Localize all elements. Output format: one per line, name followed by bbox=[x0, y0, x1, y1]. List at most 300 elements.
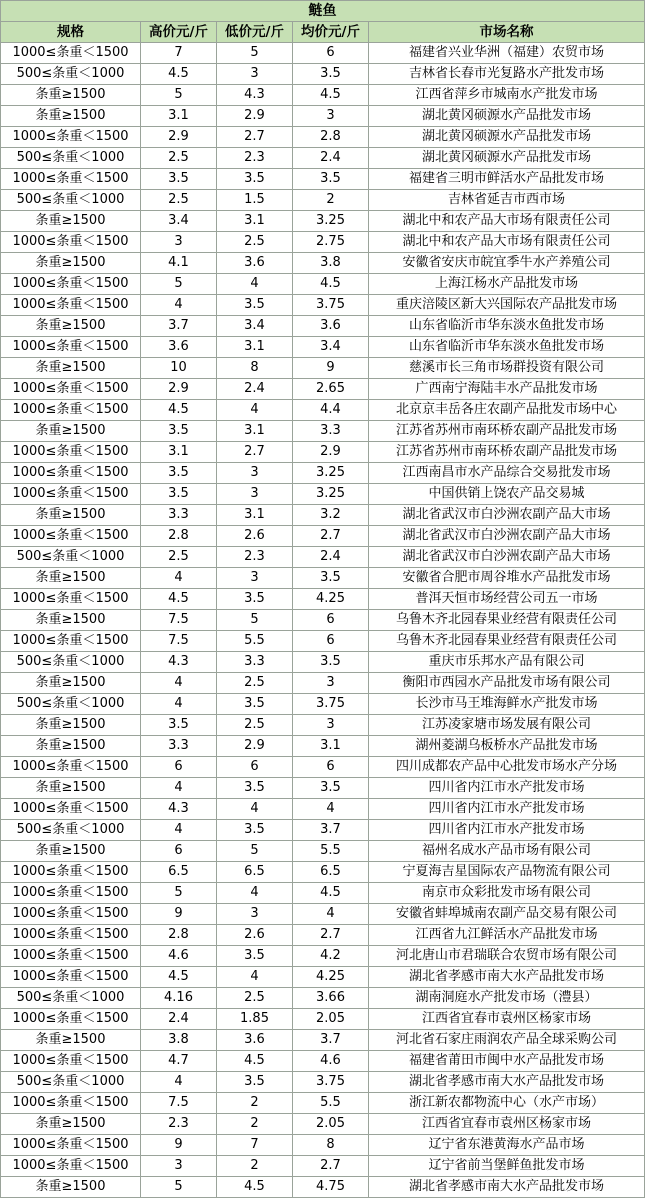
cell-high-price: 2.3 bbox=[141, 1114, 217, 1135]
header-avg-price: 均价元/斤 bbox=[293, 22, 369, 43]
cell-spec: 500≤条重＜1000 bbox=[1, 547, 141, 568]
table-row bbox=[1, 967, 645, 988]
cell-low-price: 2.3 bbox=[217, 547, 293, 568]
cell-market: 湖南洞庭水产批发市场（澧县） bbox=[369, 988, 645, 1009]
cell-high-price: 4 bbox=[141, 778, 217, 799]
cell-low-price: 2.9 bbox=[217, 106, 293, 127]
table-row bbox=[1, 505, 645, 526]
table-row bbox=[1, 379, 645, 400]
cell-low-price: 5 bbox=[217, 43, 293, 64]
cell-low-price: 4 bbox=[217, 400, 293, 421]
cell-low-price: 3.3 bbox=[217, 652, 293, 673]
cell-spec: 1000≤条重＜1500 bbox=[1, 295, 141, 316]
cell-avg-price: 3.5 bbox=[293, 64, 369, 85]
cell-spec: 条重≥1500 bbox=[1, 505, 141, 526]
table-row bbox=[1, 1009, 645, 1030]
cell-avg-price: 2.4 bbox=[293, 547, 369, 568]
cell-low-price: 5 bbox=[217, 841, 293, 862]
cell-high-price: 7.5 bbox=[141, 610, 217, 631]
cell-high-price: 4 bbox=[141, 694, 217, 715]
cell-spec: 条重≥1500 bbox=[1, 1177, 141, 1198]
cell-high-price: 2.5 bbox=[141, 190, 217, 211]
cell-spec: 500≤条重＜1000 bbox=[1, 694, 141, 715]
cell-spec: 1000≤条重＜1500 bbox=[1, 946, 141, 967]
cell-avg-price: 4.5 bbox=[293, 883, 369, 904]
cell-low-price: 3 bbox=[217, 463, 293, 484]
cell-low-price: 3.5 bbox=[217, 295, 293, 316]
cell-market: 安徽省合肥市周谷堆水产品批发市场 bbox=[369, 568, 645, 589]
cell-market: 湖北黄冈硕源水产品批发市场 bbox=[369, 106, 645, 127]
cell-high-price: 4 bbox=[141, 295, 217, 316]
cell-avg-price: 3 bbox=[293, 673, 369, 694]
table-row bbox=[1, 316, 645, 337]
cell-low-price: 2.6 bbox=[217, 526, 293, 547]
cell-avg-price: 5.5 bbox=[293, 1093, 369, 1114]
table-row bbox=[1, 1093, 645, 1114]
table-row bbox=[1, 946, 645, 967]
cell-low-price: 6 bbox=[217, 757, 293, 778]
cell-spec: 500≤条重＜1000 bbox=[1, 148, 141, 169]
cell-market: 江苏省苏州市南环桥农副产品批发市场 bbox=[369, 442, 645, 463]
cell-spec: 1000≤条重＜1500 bbox=[1, 274, 141, 295]
cell-high-price: 5 bbox=[141, 883, 217, 904]
cell-avg-price: 3.75 bbox=[293, 295, 369, 316]
cell-avg-price: 3.5 bbox=[293, 652, 369, 673]
cell-avg-price: 4.2 bbox=[293, 946, 369, 967]
cell-market: 辽宁省东港黄海水产品市场 bbox=[369, 1135, 645, 1156]
table-row bbox=[1, 799, 645, 820]
cell-low-price: 4.5 bbox=[217, 1051, 293, 1072]
cell-avg-price: 4.4 bbox=[293, 400, 369, 421]
cell-avg-price: 3.1 bbox=[293, 736, 369, 757]
table-row bbox=[1, 1051, 645, 1072]
cell-spec: 1000≤条重＜1500 bbox=[1, 379, 141, 400]
cell-low-price: 2.6 bbox=[217, 925, 293, 946]
cell-low-price: 2.3 bbox=[217, 148, 293, 169]
cell-spec: 500≤条重＜1000 bbox=[1, 1072, 141, 1093]
cell-market: 福建省兴业华洲（福建）农贸市场 bbox=[369, 43, 645, 64]
cell-avg-price: 4 bbox=[293, 799, 369, 820]
cell-low-price: 2 bbox=[217, 1114, 293, 1135]
table-row bbox=[1, 1072, 645, 1093]
cell-avg-price: 6 bbox=[293, 610, 369, 631]
cell-low-price: 2.4 bbox=[217, 379, 293, 400]
cell-low-price: 4.5 bbox=[217, 1177, 293, 1198]
cell-market: 衡阳市西园水产品批发市场有限公司 bbox=[369, 673, 645, 694]
cell-avg-price: 8 bbox=[293, 1135, 369, 1156]
cell-high-price: 2.5 bbox=[141, 547, 217, 568]
cell-avg-price: 6 bbox=[293, 757, 369, 778]
cell-market: 安徽省安庆市皖宜季牛水产养殖公司 bbox=[369, 253, 645, 274]
cell-spec: 条重≥1500 bbox=[1, 358, 141, 379]
table-title: 鲢鱼 bbox=[1, 1, 645, 22]
cell-low-price: 5 bbox=[217, 610, 293, 631]
cell-spec: 1000≤条重＜1500 bbox=[1, 484, 141, 505]
cell-low-price: 7 bbox=[217, 1135, 293, 1156]
cell-high-price: 3.5 bbox=[141, 421, 217, 442]
cell-market: 四川省内江市水产批发市场 bbox=[369, 778, 645, 799]
cell-spec: 1000≤条重＜1500 bbox=[1, 799, 141, 820]
cell-market: 乌鲁木齐北园春果业经营有限责任公司 bbox=[369, 631, 645, 652]
cell-avg-price: 2.9 bbox=[293, 442, 369, 463]
cell-market: 湖北黄冈硕源水产品批发市场 bbox=[369, 148, 645, 169]
cell-market: 湖北省武汉市白沙洲农副产品大市场 bbox=[369, 547, 645, 568]
cell-spec: 条重≥1500 bbox=[1, 316, 141, 337]
table-row bbox=[1, 820, 645, 841]
cell-avg-price: 2.05 bbox=[293, 1009, 369, 1030]
cell-low-price: 3.1 bbox=[217, 337, 293, 358]
header-low-price: 低价元/斤 bbox=[217, 22, 293, 43]
cell-low-price: 3.5 bbox=[217, 169, 293, 190]
cell-high-price: 5 bbox=[141, 85, 217, 106]
cell-market: 四川省内江市水产批发市场 bbox=[369, 820, 645, 841]
cell-high-price: 4 bbox=[141, 568, 217, 589]
cell-avg-price: 4.6 bbox=[293, 1051, 369, 1072]
cell-market: 辽宁省前当堡鲜鱼批发市场 bbox=[369, 1156, 645, 1177]
cell-avg-price: 2.05 bbox=[293, 1114, 369, 1135]
cell-high-price: 4.1 bbox=[141, 253, 217, 274]
header-row bbox=[1, 22, 645, 43]
cell-high-price: 3.8 bbox=[141, 1030, 217, 1051]
cell-high-price: 7.5 bbox=[141, 1093, 217, 1114]
cell-high-price: 2.9 bbox=[141, 127, 217, 148]
cell-spec: 1000≤条重＜1500 bbox=[1, 400, 141, 421]
cell-avg-price: 2.75 bbox=[293, 232, 369, 253]
cell-market: 上海江杨水产品批发市场 bbox=[369, 274, 645, 295]
cell-spec: 1000≤条重＜1500 bbox=[1, 631, 141, 652]
cell-avg-price: 3.7 bbox=[293, 820, 369, 841]
cell-market: 湖北中和农产品大市场有限责任公司 bbox=[369, 211, 645, 232]
cell-spec: 条重≥1500 bbox=[1, 568, 141, 589]
cell-low-price: 3.6 bbox=[217, 253, 293, 274]
table-row bbox=[1, 1135, 645, 1156]
cell-avg-price: 2.8 bbox=[293, 127, 369, 148]
table-row bbox=[1, 883, 645, 904]
cell-high-price: 4.5 bbox=[141, 967, 217, 988]
cell-high-price: 3 bbox=[141, 232, 217, 253]
table-row bbox=[1, 736, 645, 757]
table-row bbox=[1, 652, 645, 673]
cell-avg-price: 2.7 bbox=[293, 1156, 369, 1177]
cell-low-price: 3.6 bbox=[217, 1030, 293, 1051]
cell-spec: 1000≤条重＜1500 bbox=[1, 232, 141, 253]
cell-market: 长沙市马王堆海鲜水产批发市场 bbox=[369, 694, 645, 715]
table-row bbox=[1, 673, 645, 694]
cell-spec: 1000≤条重＜1500 bbox=[1, 1093, 141, 1114]
table-row bbox=[1, 43, 645, 64]
cell-spec: 1000≤条重＜1500 bbox=[1, 442, 141, 463]
cell-avg-price: 3.5 bbox=[293, 568, 369, 589]
cell-high-price: 9 bbox=[141, 904, 217, 925]
cell-low-price: 4 bbox=[217, 883, 293, 904]
table-row bbox=[1, 631, 645, 652]
cell-market: 宁夏海吉星国际农产品物流有限公司 bbox=[369, 862, 645, 883]
cell-spec: 1000≤条重＜1500 bbox=[1, 904, 141, 925]
cell-low-price: 2.9 bbox=[217, 736, 293, 757]
cell-high-price: 10 bbox=[141, 358, 217, 379]
table-row bbox=[1, 400, 645, 421]
cell-high-price: 9 bbox=[141, 1135, 217, 1156]
cell-high-price: 3.7 bbox=[141, 316, 217, 337]
cell-high-price: 3.3 bbox=[141, 736, 217, 757]
cell-high-price: 6 bbox=[141, 841, 217, 862]
cell-spec: 1000≤条重＜1500 bbox=[1, 862, 141, 883]
table-row bbox=[1, 274, 645, 295]
cell-market: 吉林省延吉市西市场 bbox=[369, 190, 645, 211]
table-row bbox=[1, 421, 645, 442]
cell-high-price: 4.5 bbox=[141, 64, 217, 85]
cell-high-price: 3.1 bbox=[141, 442, 217, 463]
cell-spec: 条重≥1500 bbox=[1, 253, 141, 274]
cell-spec: 条重≥1500 bbox=[1, 421, 141, 442]
cell-market: 乌鲁木齐北园春果业经营有限责任公司 bbox=[369, 610, 645, 631]
cell-spec: 1000≤条重＜1500 bbox=[1, 337, 141, 358]
cell-avg-price: 3.5 bbox=[293, 778, 369, 799]
cell-high-price: 3.5 bbox=[141, 715, 217, 736]
cell-avg-price: 3.4 bbox=[293, 337, 369, 358]
cell-high-price: 3.3 bbox=[141, 505, 217, 526]
cell-avg-price: 4.25 bbox=[293, 967, 369, 988]
cell-high-price: 3.1 bbox=[141, 106, 217, 127]
cell-spec: 1000≤条重＜1500 bbox=[1, 967, 141, 988]
cell-avg-price: 6.5 bbox=[293, 862, 369, 883]
cell-spec: 1000≤条重＜1500 bbox=[1, 925, 141, 946]
cell-spec: 1000≤条重＜1500 bbox=[1, 589, 141, 610]
cell-avg-price: 3.25 bbox=[293, 484, 369, 505]
cell-avg-price: 9 bbox=[293, 358, 369, 379]
cell-avg-price: 4.75 bbox=[293, 1177, 369, 1198]
table-row bbox=[1, 1114, 645, 1135]
table-row bbox=[1, 211, 645, 232]
table-row bbox=[1, 547, 645, 568]
table-row bbox=[1, 988, 645, 1009]
cell-high-price: 2.8 bbox=[141, 925, 217, 946]
title-row bbox=[1, 1, 645, 22]
cell-low-price: 3.1 bbox=[217, 421, 293, 442]
cell-avg-price: 3.25 bbox=[293, 463, 369, 484]
cell-low-price: 2.5 bbox=[217, 988, 293, 1009]
cell-avg-price: 3.2 bbox=[293, 505, 369, 526]
cell-market: 安徽省蚌埠城南农副产品交易有限公司 bbox=[369, 904, 645, 925]
cell-market: 山东省临沂市华东淡水鱼批发市场 bbox=[369, 337, 645, 358]
cell-market: 吉林省长春市光复路水产批发市场 bbox=[369, 64, 645, 85]
table-row bbox=[1, 232, 645, 253]
table-row bbox=[1, 106, 645, 127]
table-row bbox=[1, 358, 645, 379]
cell-avg-price: 2.7 bbox=[293, 925, 369, 946]
cell-high-price: 4.3 bbox=[141, 652, 217, 673]
cell-spec: 条重≥1500 bbox=[1, 211, 141, 232]
cell-low-price: 2 bbox=[217, 1156, 293, 1177]
cell-spec: 条重≥1500 bbox=[1, 715, 141, 736]
cell-low-price: 3.5 bbox=[217, 589, 293, 610]
cell-spec: 条重≥1500 bbox=[1, 85, 141, 106]
cell-low-price: 4 bbox=[217, 799, 293, 820]
cell-high-price: 4 bbox=[141, 1072, 217, 1093]
cell-market: 福建省三明市鲜活水产品批发市场 bbox=[369, 169, 645, 190]
table-row bbox=[1, 127, 645, 148]
table-row bbox=[1, 148, 645, 169]
cell-market: 湖北省孝感市南大水产品批发市场 bbox=[369, 1177, 645, 1198]
cell-market: 重庆市乐邦水产品有限公司 bbox=[369, 652, 645, 673]
table-row bbox=[1, 1030, 645, 1051]
cell-high-price: 4.5 bbox=[141, 400, 217, 421]
cell-spec: 条重≥1500 bbox=[1, 841, 141, 862]
table-row bbox=[1, 190, 645, 211]
cell-low-price: 3.1 bbox=[217, 211, 293, 232]
cell-avg-price: 3.66 bbox=[293, 988, 369, 1009]
cell-market: 河北唐山市君瑞联合农贸市场有限公司 bbox=[369, 946, 645, 967]
cell-spec: 500≤条重＜1000 bbox=[1, 988, 141, 1009]
cell-avg-price: 3.75 bbox=[293, 1072, 369, 1093]
cell-low-price: 3.5 bbox=[217, 946, 293, 967]
cell-high-price: 2.8 bbox=[141, 526, 217, 547]
cell-spec: 500≤条重＜1000 bbox=[1, 190, 141, 211]
cell-high-price: 3.6 bbox=[141, 337, 217, 358]
cell-high-price: 4.7 bbox=[141, 1051, 217, 1072]
cell-avg-price: 2.4 bbox=[293, 148, 369, 169]
cell-low-price: 3.1 bbox=[217, 505, 293, 526]
cell-low-price: 4.3 bbox=[217, 85, 293, 106]
cell-market: 山东省临沂市华东淡水鱼批发市场 bbox=[369, 316, 645, 337]
cell-spec: 条重≥1500 bbox=[1, 1030, 141, 1051]
cell-market: 福州名成水产品市场有限公司 bbox=[369, 841, 645, 862]
cell-avg-price: 4.25 bbox=[293, 589, 369, 610]
cell-low-price: 4 bbox=[217, 274, 293, 295]
table-row bbox=[1, 757, 645, 778]
cell-avg-price: 6 bbox=[293, 631, 369, 652]
cell-market: 河北省石家庄雨润农产品全球采购公司 bbox=[369, 1030, 645, 1051]
cell-market: 湖北省孝感市南大水产品批发市场 bbox=[369, 967, 645, 988]
cell-avg-price: 3.6 bbox=[293, 316, 369, 337]
table-body bbox=[1, 43, 645, 1198]
cell-market: 江西省宜春市袁州区杨家市场 bbox=[369, 1114, 645, 1135]
cell-avg-price: 5.5 bbox=[293, 841, 369, 862]
cell-high-price: 4 bbox=[141, 673, 217, 694]
cell-low-price: 2.5 bbox=[217, 232, 293, 253]
cell-spec: 1000≤条重＜1500 bbox=[1, 883, 141, 904]
cell-low-price: 3.5 bbox=[217, 694, 293, 715]
cell-low-price: 2 bbox=[217, 1093, 293, 1114]
table-row bbox=[1, 925, 645, 946]
cell-market: 广西南宁海陆丰水产品批发市场 bbox=[369, 379, 645, 400]
cell-market: 江西省宜春市袁州区杨家市场 bbox=[369, 1009, 645, 1030]
cell-spec: 1000≤条重＜1500 bbox=[1, 1009, 141, 1030]
cell-market: 湖州菱湖乌板桥水产品批发市场 bbox=[369, 736, 645, 757]
table-row bbox=[1, 295, 645, 316]
cell-spec: 条重≥1500 bbox=[1, 1114, 141, 1135]
cell-low-price: 4 bbox=[217, 967, 293, 988]
cell-market: 湖北省武汉市白沙洲农副产品大市场 bbox=[369, 526, 645, 547]
cell-low-price: 2.7 bbox=[217, 127, 293, 148]
table-row bbox=[1, 526, 645, 547]
cell-low-price: 8 bbox=[217, 358, 293, 379]
table-row bbox=[1, 694, 645, 715]
cell-spec: 条重≥1500 bbox=[1, 778, 141, 799]
table-row bbox=[1, 715, 645, 736]
cell-market: 浙江新农都物流中心（水产市场） bbox=[369, 1093, 645, 1114]
cell-high-price: 6 bbox=[141, 757, 217, 778]
cell-market: 普洱天恒市场经营公司五一市场 bbox=[369, 589, 645, 610]
table-row bbox=[1, 463, 645, 484]
table-row bbox=[1, 337, 645, 358]
cell-spec: 500≤条重＜1000 bbox=[1, 820, 141, 841]
cell-market: 慈溪市长三角市场群投资有限公司 bbox=[369, 358, 645, 379]
cell-spec: 1000≤条重＜1500 bbox=[1, 43, 141, 64]
cell-low-price: 3.5 bbox=[217, 1072, 293, 1093]
cell-high-price: 4 bbox=[141, 820, 217, 841]
cell-high-price: 4.3 bbox=[141, 799, 217, 820]
cell-market: 重庆涪陵区新大兴国际农产品批发市场 bbox=[369, 295, 645, 316]
cell-high-price: 3.4 bbox=[141, 211, 217, 232]
cell-avg-price: 3.75 bbox=[293, 694, 369, 715]
cell-avg-price: 3.8 bbox=[293, 253, 369, 274]
cell-market: 中国供销上饶农产品交易城 bbox=[369, 484, 645, 505]
cell-market: 北京京丰岳各庄农副产品批发市场中心 bbox=[369, 400, 645, 421]
cell-avg-price: 3 bbox=[293, 715, 369, 736]
cell-avg-price: 2.7 bbox=[293, 526, 369, 547]
cell-market: 南京市众彩批发市场有限公司 bbox=[369, 883, 645, 904]
table-row bbox=[1, 169, 645, 190]
cell-avg-price: 6 bbox=[293, 43, 369, 64]
cell-high-price: 5 bbox=[141, 274, 217, 295]
cell-avg-price: 3.5 bbox=[293, 169, 369, 190]
cell-high-price: 2.9 bbox=[141, 379, 217, 400]
table-row bbox=[1, 1177, 645, 1198]
cell-low-price: 3.5 bbox=[217, 820, 293, 841]
cell-avg-price: 2.65 bbox=[293, 379, 369, 400]
header-high-price: 高价元/斤 bbox=[141, 22, 217, 43]
cell-spec: 500≤条重＜1000 bbox=[1, 652, 141, 673]
cell-low-price: 3 bbox=[217, 568, 293, 589]
cell-high-price: 3.5 bbox=[141, 484, 217, 505]
cell-high-price: 3.5 bbox=[141, 463, 217, 484]
table-row bbox=[1, 904, 645, 925]
cell-low-price: 3.4 bbox=[217, 316, 293, 337]
cell-low-price: 1.5 bbox=[217, 190, 293, 211]
cell-low-price: 3.5 bbox=[217, 778, 293, 799]
cell-market: 四川成都农产品中心批发市场水产分场 bbox=[369, 757, 645, 778]
cell-avg-price: 4 bbox=[293, 904, 369, 925]
cell-avg-price: 2 bbox=[293, 190, 369, 211]
table-row bbox=[1, 484, 645, 505]
cell-market: 四川省内江市水产批发市场 bbox=[369, 799, 645, 820]
cell-market: 湖北黄冈硕源水产品批发市场 bbox=[369, 127, 645, 148]
cell-high-price: 6.5 bbox=[141, 862, 217, 883]
cell-market: 湖北省孝感市南大水产品批发市场 bbox=[369, 1072, 645, 1093]
cell-spec: 500≤条重＜1000 bbox=[1, 64, 141, 85]
table-row bbox=[1, 85, 645, 106]
cell-market: 江西省萍乡市城南水产批发市场 bbox=[369, 85, 645, 106]
cell-high-price: 7.5 bbox=[141, 631, 217, 652]
cell-spec: 1000≤条重＜1500 bbox=[1, 757, 141, 778]
table-row bbox=[1, 568, 645, 589]
cell-avg-price: 3.3 bbox=[293, 421, 369, 442]
cell-avg-price: 3 bbox=[293, 106, 369, 127]
cell-market: 福建省莆田市闽中水产品批发市场 bbox=[369, 1051, 645, 1072]
cell-spec: 条重≥1500 bbox=[1, 736, 141, 757]
cell-low-price: 1.85 bbox=[217, 1009, 293, 1030]
cell-spec: 1000≤条重＜1500 bbox=[1, 1051, 141, 1072]
cell-spec: 1000≤条重＜1500 bbox=[1, 169, 141, 190]
cell-high-price: 2.4 bbox=[141, 1009, 217, 1030]
cell-low-price: 3 bbox=[217, 64, 293, 85]
table-row bbox=[1, 610, 645, 631]
cell-market: 湖北省武汉市白沙洲农副产品大市场 bbox=[369, 505, 645, 526]
table-row bbox=[1, 253, 645, 274]
cell-high-price: 3 bbox=[141, 1156, 217, 1177]
cell-spec: 1000≤条重＜1500 bbox=[1, 526, 141, 547]
